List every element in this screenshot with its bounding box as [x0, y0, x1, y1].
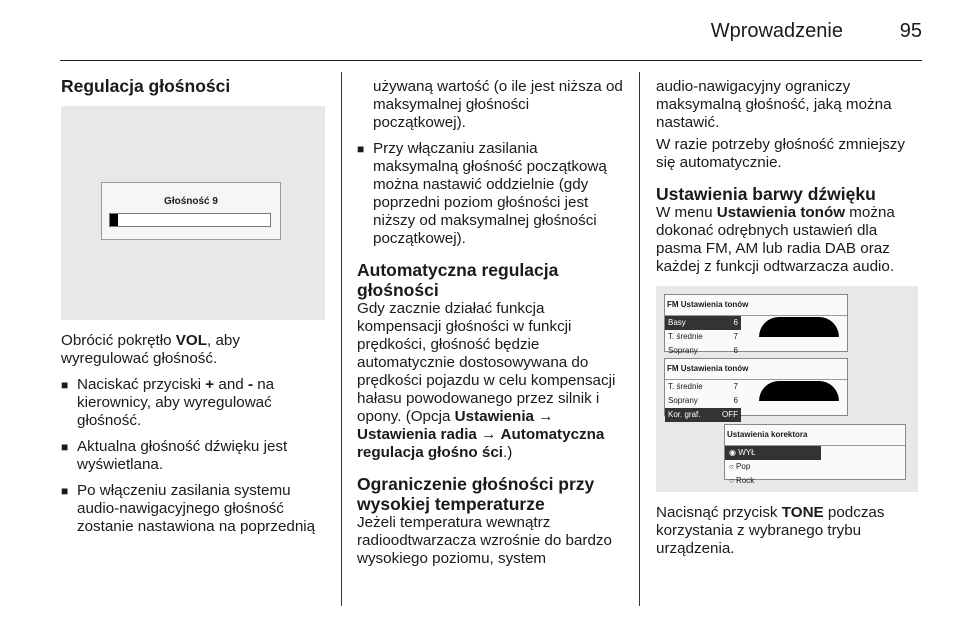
bullet-list-2 [357, 140, 625, 248]
volume-label: Głośność 9 [164, 196, 218, 207]
volume-display [101, 182, 281, 240]
column-divider-1 [341, 72, 342, 606]
column-divider-2 [639, 72, 640, 606]
auto-reduce-paragraph: W razie potrzeby głośność zmniejszy się automatycznie. [656, 136, 905, 171]
tone-panel-1: FM Ustawienia tonów Basy 6 T. średnie 7 Soprany 6 [664, 294, 848, 352]
section-heading-auto-volume: Automatyczna regulacja głośności [357, 260, 559, 300]
section-heading-volume: Regulacja głośności [61, 76, 231, 96]
header-title: Wprowadzenie [710, 20, 843, 42]
temp-limit-paragraph: Jeżeli temperatura wewnątrz radioodtwarzacza wzrośnie do bardzo wysokiego poziomu, system [357, 514, 612, 567]
column-1 [61, 76, 329, 544]
tone-row: Soprany 6 [668, 396, 738, 405]
tone-curve [759, 381, 839, 401]
bullet-item: ■ Naciskać przyciski + and - na kierownicy, aby wyregulować głośność. [61, 376, 329, 430]
header-rule [60, 60, 922, 61]
equalizer-panel: Ustawienia korektora ◉ WYŁ ○ Pop ○ Rock [724, 424, 906, 480]
tone-button-paragraph: Nacisnąć przycisk TONE podczas korzystania z wybranego trybu urządzenia. [656, 504, 885, 557]
bullet-item: ■ Przy włączaniu zasilania maksymalną głośność początkową można nastawić oddzielnie (gdy poprzedni poziom głośności jest niższy od maksymalnej głośności początkowej). [357, 140, 625, 248]
temp-limit-continuation: audio-nawigacyjny ograniczy maksymalną głośność, jaką można nastawić. [656, 78, 892, 131]
volume-figure [61, 106, 325, 320]
tone-row: Soprany 6 [668, 346, 738, 355]
tone-curve [759, 317, 839, 337]
page-number: 95 [899, 20, 922, 42]
tone-panel-2: FM Ustawienia tonów T. średnie 7 Soprany 6 Kor. graf. OFF [664, 358, 848, 416]
bullet-list-1 [61, 376, 329, 536]
bullet-item: ■ Aktualna głośność dźwięku jest wyświetlana. [61, 438, 329, 474]
equalizer-option: ○ Rock [729, 476, 755, 485]
vol-knob-name: VOL [175, 332, 208, 349]
intro-paragraph: Obrócić pokrętło VOL, aby wyregulować głośność. [61, 332, 240, 367]
column-3 [656, 78, 922, 566]
volume-bar [109, 213, 271, 227]
tone-paragraph: W menu Ustawienia tonów można dokonać odrębnych ustawień dla pasma FM, AM lub radia DAB oraz każdej z funkcji odtwarzacza audio. [656, 204, 895, 275]
section-heading-tone: Ustawienia barwy dźwięku [656, 184, 876, 204]
section-heading-temp-limit: Ograniczenie głośności przy wysokiej temperaturze [357, 474, 595, 514]
bullet-continuation: używaną wartość (o ile jest niższa od maksymalnej głośności początkowej). [373, 78, 623, 131]
equalizer-option: ○ Pop [729, 462, 751, 471]
auto-volume-paragraph: Gdy zacznie działać funkcja kompensacji głośności w funkcji prędkości, głośność będzie automatycznie dostosowywana do prędkości pojazdu w celu kompensacji hałasu powodowanego przez silnik i opony. (Opcja Ustawienia → Ustawienia radia → Automatyczna regulacja głośno ści.) [357, 300, 616, 461]
tone-row: T. średnie 7 [668, 382, 738, 391]
column-2 [357, 78, 625, 576]
tone-row: T. średnie 7 [668, 332, 738, 341]
page-header [0, 0, 960, 60]
bullet-item: ■ Po włączeniu zasilania systemu audio-nawigacyjnego głośność zostanie nastawiona na poprzednią [61, 482, 329, 536]
tone-row: Basy 6 [665, 316, 741, 330]
equalizer-option: ◉ WYŁ [725, 446, 821, 460]
tone-row: Kor. graf. OFF [665, 408, 741, 422]
volume-bar-fill [110, 214, 118, 226]
tone-settings-figure [656, 286, 918, 492]
